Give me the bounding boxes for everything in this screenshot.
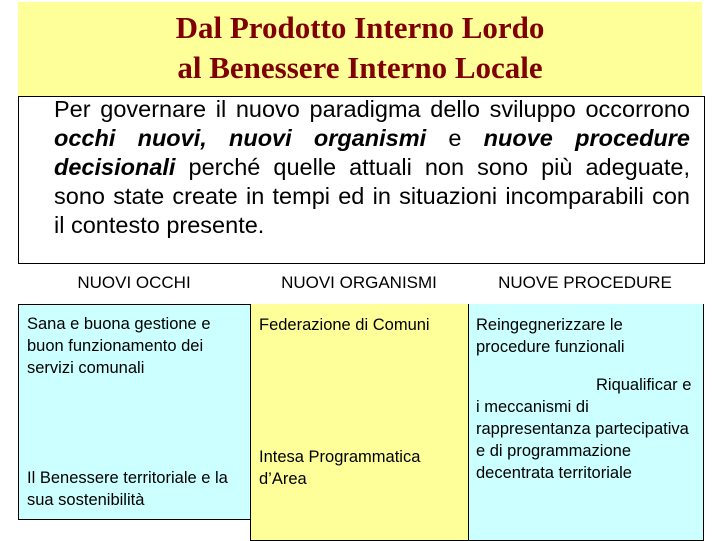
occhi-item-1: Sana e buona gestione e buon funzionamento dei servizi comunali: [27, 315, 211, 377]
intro-paragraph: [54, 95, 690, 240]
procedure-item-2: Riqualificar e i meccanismi di rappresentanza partecipativa e di programmazione decentrata territoriale: [476, 376, 692, 482]
organismi-item-1: Federazione di Comuni: [259, 316, 430, 334]
column-nuovi-occhi: [18, 304, 252, 520]
title-line-2: al Benessere Interno Locale: [177, 50, 543, 85]
slide-title: [0, 8, 720, 88]
column-nuovi-organismi: [250, 304, 470, 541]
procedure-item-1: Reingegnerizzare le procedure funzionali: [476, 316, 625, 356]
column-nuove-procedure: [468, 304, 704, 541]
title-line-1: Dal Prodotto Interno Lordo: [175, 10, 545, 45]
intro-part-1: Per governare il nuovo paradigma dello sviluppo occorrono: [54, 96, 690, 122]
intro-part-2: e: [426, 125, 484, 151]
organismi-item-2: Intesa Programmatica d’Area: [259, 448, 421, 488]
header-nuovi-organismi: NUOVI ORGANISMI: [250, 264, 468, 302]
header-nuovi-occhi: NUOVI OCCHI: [18, 264, 250, 302]
intro-emphasis-1: occhi nuovi, nuovi organismi: [54, 125, 427, 151]
header-nuove-procedure: NUOVE PROCEDURE: [468, 264, 702, 302]
occhi-item-2: Il Benessere territoriale e la sua sostenibilità: [27, 469, 228, 509]
intro-part-3: perché quelle attuali non sono più adeguate, sono state create in tempi ed in situazioni incomparabili con il contesto presente.: [54, 154, 690, 238]
intro-emphasis-2: nuove procedure decisionali: [54, 125, 691, 180]
